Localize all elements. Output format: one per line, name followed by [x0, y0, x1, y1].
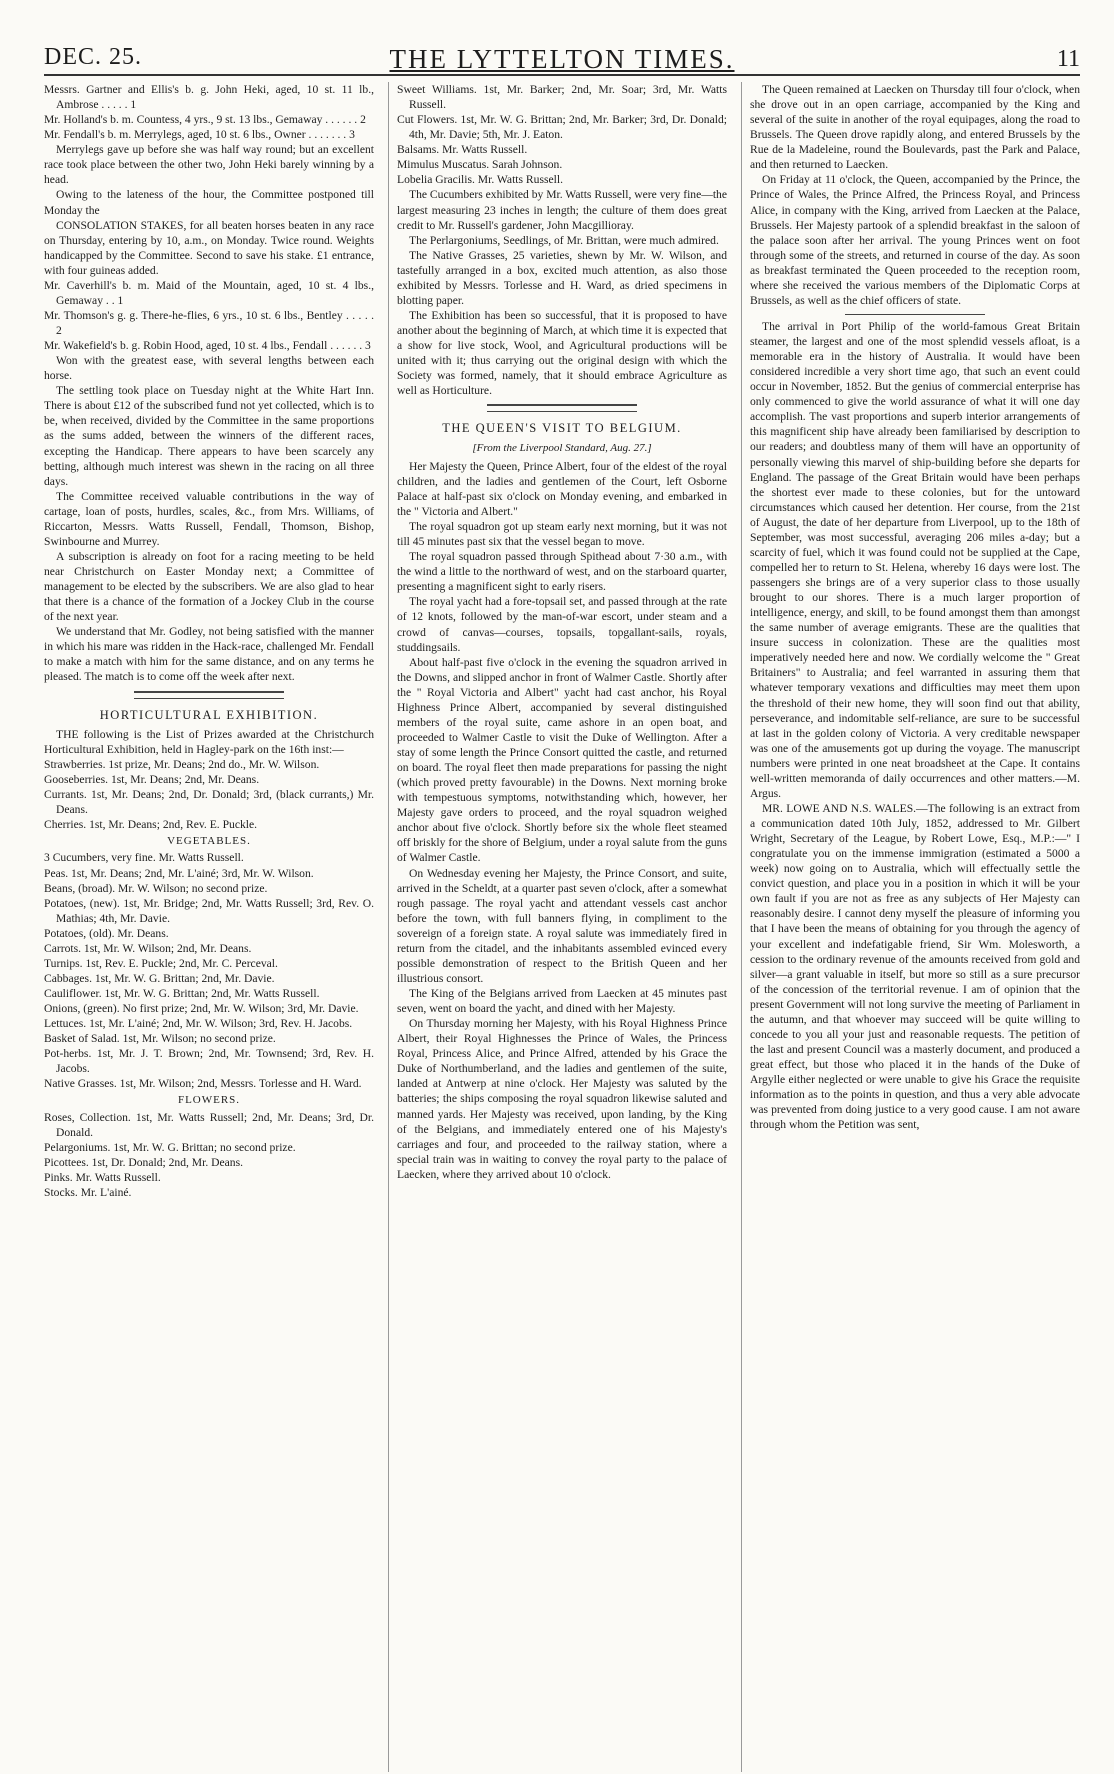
- columns: [44, 82, 1080, 1772]
- paragraph: Her Majesty the Queen, Prince Albert, four of the eldest of the royal children, and the ladies and gentlemen of the Court, left Osborne Palace at half-past six o'clock on Monday evening, and embarked in the " Victoria and Albert.": [397, 459, 727, 519]
- paragraph: The royal squadron got up steam early next morning, but it was not till 45 minutes past six that the vessel began to move.: [397, 520, 727, 549]
- paragraph: The royal yacht had a fore-topsail set, and passed through at the rate of 12 knots, followed by the man-of-war escort, under steam and a crowd of canvas—courses, topsails, topgallant-sails, royals, studdingsails.: [397, 595, 727, 654]
- paragraph: The royal squadron passed through Spithead about 7·30 a.m., with the wind a little to the northward of west, and on the starboard quarter, presenting a magnificent sight to early risers.: [397, 550, 727, 594]
- prize-entry: Roses, Collection. 1st, Mr. Watts Russell; 2nd, Mr. Deans; 3rd, Dr. Donald.: [44, 1110, 374, 1139]
- paragraph: We understand that Mr. Godley, not being satisfied with the manner in which his mare was ridden in the Hack-race, challenged Mr. Fendall to make a match with him for the same distance, and on any terms he pleased. The match is to come off the week after next.: [44, 625, 374, 684]
- paragraph: Merrylegs gave up before she was half way round; but an excellent race took place between the other two, John Heki barely winning by a head.: [44, 143, 374, 187]
- masthead: [44, 40, 1080, 76]
- prize-entry: Potatoes, (old). Mr. Deans.: [44, 926, 169, 940]
- race-entry: Mr. Thomson's g. g. There-he-flies, 6 yrs., 10 st. 6 lbs., Bentley . . . . . 2: [44, 308, 374, 337]
- column-2: [388, 82, 727, 1772]
- prize-entry: Pot-herbs. 1st, Mr. J. T. Brown; 2nd, Mr. Townsend; 3rd, Rev. H. Jacobs.: [44, 1047, 374, 1076]
- paragraph: The Native Grasses, 25 varieties, shewn by Mr. W. Wilson, and tastefully arranged in a box, excited much attention, as also those exhibited by Messrs. Torlesse and H. Ward, as dried specimens in blotting paper.: [397, 248, 727, 307]
- prize-entry: Peas. 1st, Mr. Deans; 2nd, Mr. L'ainé; 3rd, Mr. W. Wilson.: [44, 866, 314, 880]
- prize-entry: Potatoes, (new). 1st, Mr. Bridge; 2nd, Mr. Watts Russell; 3rd, Rev. O. Mathias; 4th, Mr. Davie.: [44, 896, 374, 925]
- prize-entry: Pelargoniums. 1st, Mr. W. G. Brittan; no second prize.: [44, 1140, 296, 1154]
- paragraph: On Thursday morning her Majesty, with his Royal Highness Prince Albert, their Royal Highnesses the Prince of Wales, the Princess Royal, Princess Alice, and Prince Alfred, attended by his Grace the Duke of Northumberland, and the ladies and gentlemen of the suite, landed at Antwerp at nine o'clock. Her Majesty was saluted by the batteries; the ships composing the royal squadron likewise saluted and manned yards. Her Majesty was received, upon landing, by the King of the Belgians, and immediately entered one of his Majesty's carriages and four, and proceeded to the railway station, where a special train was in waiting to convey the royal party to the palace of Laecken, where they arrived about 10 o'clock.: [397, 1017, 727, 1181]
- section-divider: [845, 314, 985, 315]
- race-entry: Messrs. Gartner and Ellis's b. g. John Heki, aged, 10 st. 11 lb., Ambrose . . . . . 1: [44, 83, 374, 112]
- prize-entry: Onions, (green). No first prize; 2nd, Mr. W. Wilson; 3rd, Mr. Davie.: [44, 1002, 359, 1016]
- race-entry: Mr. Fendall's b. m. Merrylegs, aged, 10 st. 6 lbs., Owner . . . . . . . 3: [44, 128, 355, 142]
- prize-entry: Mimulus Muscatus. Sarah Johnson.: [397, 158, 563, 172]
- paragraph: About half-past five o'clock in the evening the squadron arrived in the Downs, and slipped anchor in front of Walmer Castle. Shortly after the " Royal Victoria and Albert" yacht had cast anchor, his Royal Highness Prince Albert, accompanied by several distinguished members of the royal suite, came ashore in an open boat, and proceeded to Walmer Castle to visit the Duke of Wellington. After a stay of some length the Prince Consort quitted the castle, and returned on board. The royal fleet then made preparations for passing the night (which proved pretty favourable) in the Downs. Next morning broke with tempestuous symptoms, notwithstanding which, however, her Majesty gave orders to proceed, and the royal squadron weighed anchor about five o'clock. Shortly before six the whole fleet steamed off briskly for the shore of Belgium, under a royal salute from the guns of Walmer Castle.: [397, 655, 727, 865]
- prize-entry: Stocks. Mr. L'ainé.: [44, 1186, 132, 1200]
- prize-entry: Carrots. 1st, Mr. W. Wilson; 2nd, Mr. Deans.: [44, 941, 252, 955]
- paragraph: CONSOLATION STAKES, for all beaten horses beaten in any race on Thursday, entering by 10, a.m., on Monday. Twice round. Weights handicapped by the Committee. Second to save his stake. £1 entrance, with four guineas added.: [44, 218, 374, 277]
- prize-entry: Sweet Williams. 1st, Mr. Barker; 2nd, Mr. Soar; 3rd, Mr. Watts Russell.: [397, 83, 727, 112]
- source-citation: [From the Liverpool Standard, Aug. 27.]: [472, 441, 652, 454]
- prize-entry: Cauliflower. 1st, Mr. W. G. Brittan; 2nd, Mr. Watts Russell.: [44, 987, 320, 1001]
- prize-entry: Native Grasses. 1st, Mr. Wilson; 2nd, Messrs. Torlesse and H. Ward.: [44, 1077, 362, 1091]
- prize-entry: Cut Flowers. 1st, Mr. W. G. Brittan; 2nd, Mr. Barker; 3rd, Dr. Donald; 4th, Mr. Davie; 5th, Mr. J. Eaton.: [397, 113, 727, 142]
- paragraph: THE following is the List of Prizes awarded at the Christchurch Horticultural Exhibition, held in Hagley-park on the 16th inst:—: [44, 727, 374, 756]
- paragraph: The arrival in Port Philip of the world-famous Great Britain steamer, the largest and one of the most splendid vessels afloat, is a memorable era in the history of Australia. It would have been considered incredible a very short time ago, that such an event could occur in November, 1852. But the genius of commercial enterprise has only commenced to give the world assurance of what it will one day accomplish. The vast proportions and superb interior arrangements of this magnificent ship have already been familiarised by description to our readers; and doubtless many of them will have an opportunity of personally viewing this marvel of ship-building before she departs for England. The passage of the Great Britain would have been perhaps the shortest ever made to these colonies, but for the untoward circumstances which caused her detention. Her course, from the 21st of August, the date of her departure from Liverpool, up to the 18th of September, was most successful, averaging 206 miles a-day; but a scarcity of fuel, which it was found could not be supplied at the Cape, compelled her to return to St. Helena, whereby 16 days were lost. The passengers she brings are of a very superior class to those usually brought to our shores. There is a much larger proportion of intelligence, energy, and skill, to be found amongst them than amongst the same number of average emigrants. These are the qualities that insure success in colonization. These are the qualities most imperatively needed here and now. We cordially welcome the " Great Britainers" to Australia; and feel warranted in assuring them that whatever temporary vexations and difficulties may meet them upon the threshold of their new home, they will soon find out that ability, perseverance, and indomitable self-reliance, are sure to be successful at last in the golden colony of Victoria. A very creditable newspaper was one of the amusements got up during the voyage. The manuscript numbers were printed in one neat broadsheet at the Cape. It contains well-written memoranda of daily occurrences and other matters.—M. Argus.: [750, 319, 1080, 800]
- paragraph: Owing to the lateness of the hour, the Committee postponed till Monday the: [44, 188, 374, 217]
- column-3: [741, 82, 1080, 1772]
- prize-entry: Cherries. 1st, Mr. Deans; 2nd, Rev. E. Puckle.: [44, 818, 258, 832]
- prize-entry: Lettuces. 1st, Mr. L'ainé; 2nd, Mr. W. Wilson; 3rd, Rev. H. Jacobs.: [44, 1017, 353, 1031]
- page-number: 11: [1056, 46, 1080, 72]
- section-divider: [487, 404, 637, 412]
- prize-entry: Gooseberries. 1st, Mr. Deans; 2nd, Mr. Deans.: [44, 772, 260, 786]
- paragraph: The Perlargoniums, Seedlings, of Mr. Brittan, were much admired.: [409, 233, 719, 247]
- section-heading: THE QUEEN'S VISIT TO BELGIUM.: [442, 421, 682, 436]
- column-1: [44, 82, 374, 1772]
- race-entry: Mr. Holland's b. m. Countess, 4 yrs., 9 st. 13 lbs., Gemaway . . . . . . 2: [44, 113, 366, 127]
- prize-entry: Strawberries. 1st prize, Mr. Deans; 2nd do., Mr. W. Wilson.: [44, 757, 320, 771]
- paragraph: On Friday at 11 o'clock, the Queen, accompanied by the Prince, the Prince of Wales, the Prince Alfred, the Princess Royal, and Princess Alice, in company with the King, arrived from Laecken at the Palace, Brussels. Her Majesty partook of a splendid breakfast in the saloon of the palace soon after her arrival. The young Princes went on foot through some of the streets, and returned in course of the day. As soon as breakfast terminated the Queen proceeded to the reception room, where she received the various members of the Diplomatic Corps at Brussels, as well as the chief officers of state.: [750, 173, 1080, 307]
- section-divider: [134, 691, 284, 699]
- section-heading: HORTICULTURAL EXHIBITION.: [99, 707, 319, 722]
- category-heading: FLOWERS.: [177, 1094, 241, 1107]
- paragraph: Won with the greatest ease, with several lengths between each horse.: [44, 354, 374, 383]
- prize-entry: Beans, (broad). Mr. W. Wilson; no second prize.: [44, 881, 268, 895]
- paragraph: A subscription is already on foot for a racing meeting to be held near Christchurch on Easter Monday next; a Committee of management to be elected by the subscribers. We are also glad to hear that there is a chance of the formation of a Jockey Club in the course of the next year.: [44, 549, 374, 624]
- paragraph: The Committee received valuable contributions in the way of cartage, loan of posts, hurdles, scales, &c., from Mrs. Williams, of Riccarton, Messrs. Watts Russell, Fendall, Thomson, Bishop, Swinbourne and Murrey.: [44, 489, 374, 548]
- prize-entry: Currants. 1st, Mr. Deans; 2nd, Dr. Donald; 3rd, (black currants,) Mr. Deans.: [44, 788, 374, 817]
- paragraph: The settling took place on Tuesday night at the White Hart Inn. There is about £12 of the subscribed fund not yet collected, which is to be, when received, divided by the Committee in the same proportions as the sums added, between the winners of the different races, excepting the Handicap. There appears to have been scarcely any betting, although much interest was shewn in the racing on all three days.: [44, 384, 374, 488]
- prize-entry: Picottees. 1st, Dr. Donald; 2nd, Mr. Deans.: [44, 1155, 244, 1169]
- issue-date: DEC. 25.: [44, 44, 142, 70]
- category-heading: VEGETABLES.: [167, 835, 251, 848]
- prize-entry: Balsams. Mr. Watts Russell.: [397, 143, 528, 157]
- prize-entry: Turnips. 1st, Rev. E. Puckle; 2nd, Mr. C. Perceval.: [44, 956, 278, 970]
- prize-entry: Pinks. Mr. Watts Russell.: [44, 1171, 161, 1185]
- racing-results: [44, 82, 374, 685]
- paragraph: The Cucumbers exhibited by Mr. Watts Russell, were very fine—the largest measuring 23 inches in length; the culture of them does great credit to Mr. Russell's gardener, John Macgillioray.: [397, 188, 727, 232]
- prize-entry: 3 Cucumbers, very fine. Mr. Watts Russell.: [44, 851, 244, 865]
- race-entry: Mr. Caverhill's b. m. Maid of the Mountain, aged, 10 st. 4 lbs., Gemaway . . 1: [44, 278, 374, 307]
- paragraph: The Queen remained at Laecken on Thursday till four o'clock, when she drove out in an open carriage, accompanied by the King and several of the suite in another of the royal equipages, along the road to Brussels. The Queen drove rapidly along, and entered Brussels by the Rue de la Madeleine, round the Boulevards, past the Park and Palace, and then returned to Laecken.: [750, 83, 1080, 172]
- paragraph: The King of the Belgians arrived from Laecken at 45 minutes past seven, went on board the yacht, and dined with her Majesty.: [397, 987, 727, 1016]
- paragraph: On Wednesday evening her Majesty, the Prince Consort, and suite, arrived in the Scheldt, at a quarter past seven o'clock, after a somewhat rough passage. The royal yacht and attendant vessels cast anchor before the town, with full banners flying, in compliment to the sovereign of a foreign state. A royal salute was immediately fired in return from the citadel, and the inhabitants assembled evinced every possible demonstration of respect to the British Queen and her illustrious consort.: [397, 866, 727, 985]
- prize-entry: Cabbages. 1st, Mr. W. G. Brittan; 2nd, Mr. Davie.: [44, 971, 275, 985]
- newspaper-title: THE LYTTELTON TIMES.: [389, 44, 735, 74]
- prize-entry: Basket of Salad. 1st, Mr. Wilson; no second prize.: [44, 1032, 276, 1046]
- paragraph: The Exhibition has been so successful, that it is proposed to have another about the beginning of March, at which time it is expected that a show for live stock, Wool, and Agricultural productions will be united with it; thus carrying out the original design with which the Society was formed, namely, that it should embrace Agriculture as well as Horticulture.: [397, 308, 727, 398]
- race-entry: Mr. Wakefield's b. g. Robin Hood, aged, 10 st. 4 lbs., Fendall . . . . . . 3: [44, 339, 371, 353]
- prize-entry: Lobelia Gracilis. Mr. Watts Russell.: [397, 173, 563, 187]
- paragraph: MR. LOWE AND N.S. WALES.—The following is an extract from a communication dated 10th July, 1852, addressed to Mr. Gilbert Wright, Secretary of the League, by Robert Lowe, Esq., M.P.:—" I congratulate you on the immense immigration (estimated a 5000 a week) now going on to Australia, which will effectually settle the convict question, and place you in a position in which it will be your own fault if you are not as free as any subjects of Her Majesty can reasonably desire. I cannot deny myself the pleasure of informing you that I have been the means of obtaining for you through the agency of your excellent and indefatigable friend, Sir Wm. Molesworth, a cession to the ordinary revenue of the amounts received from gold and silver—a grant valuable in itself, but more so still as a sure precursor of the concession of the territorial revenue. I am of opinion that the present Government will not long survive the meeting of Parliament in the autumn, and that whoever may succeed will be quite willing to concede to you all your just and reasonable requests. The petition of the last and present Council was a masterly document, and produced a great effect, but those who placed it in the hands of the Duke of Argylle either neglected or were unable to give his Grace the requisite information as to the points in question, and thus a very able advocate was prevented from doing justice to a very good cause. I am not aware through whom the Petition was sent,: [750, 801, 1080, 1132]
